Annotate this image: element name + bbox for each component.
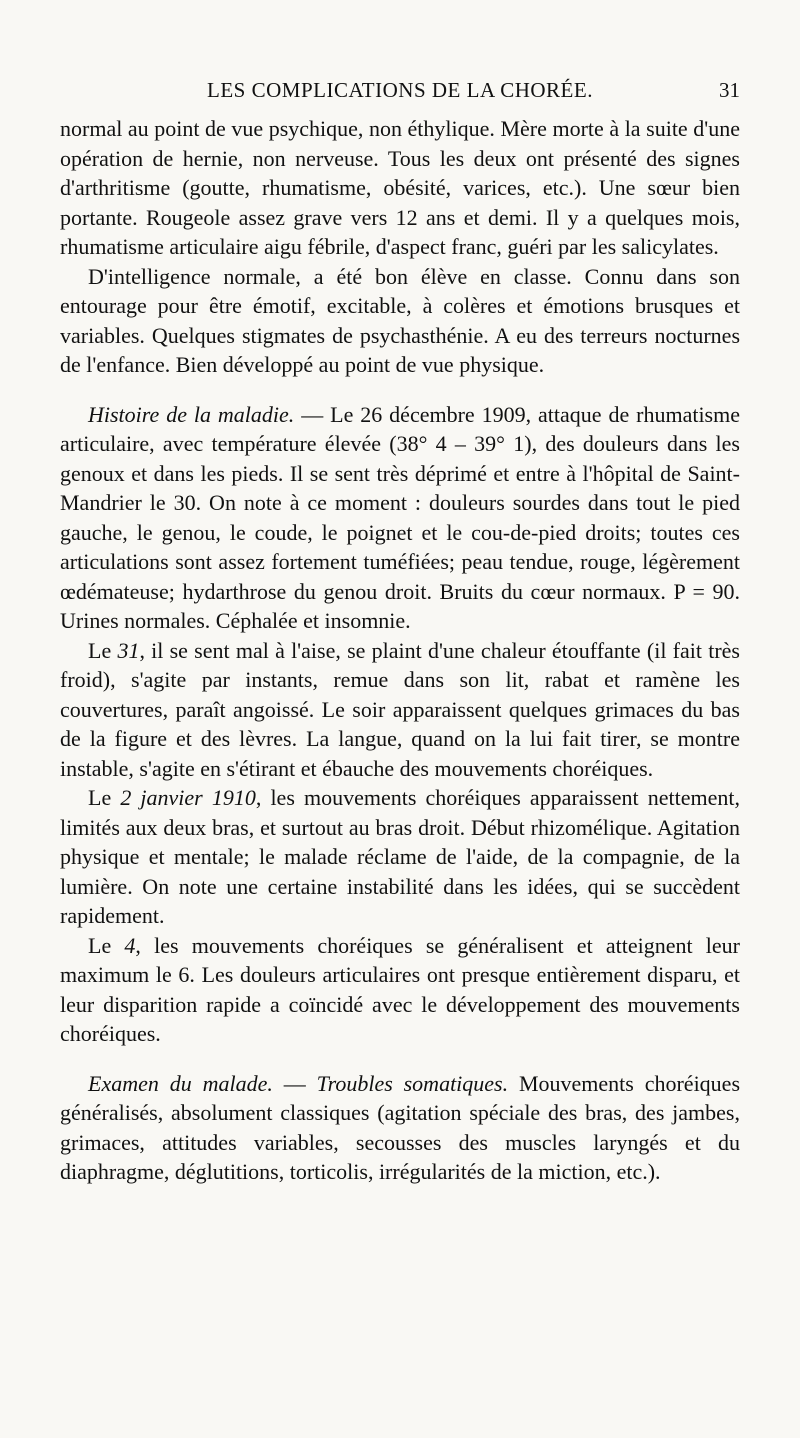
paragraph-date: 2 janvier 1910 <box>120 785 256 810</box>
paragraph-jan-2 <box>60 783 740 931</box>
paragraph-personal-history <box>60 262 740 380</box>
paragraph-day-4 <box>60 931 740 1049</box>
section-gap <box>60 380 740 400</box>
section-heading: Histoire de la maladie. <box>88 401 295 427</box>
running-title: LES COMPLICATIONS DE LA CHORÉE. <box>207 78 593 102</box>
section-gap <box>60 1049 740 1069</box>
paragraph-lead: Le <box>88 932 125 958</box>
paragraph-examination <box>60 1069 740 1187</box>
section-heading: Examen du malade. <box>88 1070 273 1096</box>
paragraph-text: , il se sent mal à l'aise, se plaint d'une chaleur étouffante (il fait très froid), s'agite par instants, remue dans son lit, rabat et ramène les couvertures, paraît angoissé. Le soir apparaissent quelques grimaces du bas de la figure et des lèvres. La langue, quand on la lui fait tirer, se montre instable, s'agite en s'étirant et ébauche des mouvements choréiques. <box>60 637 740 781</box>
paragraph-text: D'intelligence normale, a été bon élève en classe. Connu dans son entourage pour être émotif, excitable, à colères et émotions brusques et variables. Quelques stigmates de psychasthénie. A eu des terreurs nocturnes de l'enfance. Bien développé au point de vue physique. <box>60 263 740 377</box>
page-header <box>60 78 740 108</box>
paragraph-family-history <box>60 114 740 262</box>
paragraph-text: — Le 26 décembre 1909, attaque de rhumatisme articulaire, avec température élevée (38° 4 – 39° 1), des douleurs dans les genoux et dans les pieds. Il se sent très déprimé et entre à l'hôpital de Saint-Mandrier le 30. On note à ce moment : douleurs sourdes dans tout le pied gauche, le genou, le coude, le poignet et le cou-de-pied droits; toutes ces articulations sont assez fortement tuméfiées; peau tendue, rouge, légèrement œdémateuse; hydarthrose du genou droit. Bruits du cœur normaux. P = 90. Urines normales. Céphalée et insomnie. <box>60 401 740 633</box>
body-text <box>60 114 740 1187</box>
subsection-heading: Troubles somatiques. <box>316 1070 509 1096</box>
paragraph-text: normal au point de vue psychique, non éthylique. Mère morte à la suite d'une opération de hernie, non nerveuse. Tous les deux ont présenté des signes d'arthritisme (goutte, rhumatisme, obésité, varices, etc.). Une sœur bien portante. Rougeole assez grave vers 12 ans et demi. Il y a quelques mois, rhumatisme articulaire aigu fébrile, d'aspect franc, guéri par les salicylates. <box>60 116 740 259</box>
paragraph-date: 31 <box>117 637 140 663</box>
paragraph-lead: Le <box>88 637 118 663</box>
paragraph-day-31 <box>60 636 740 784</box>
heading-dash: — <box>272 1070 317 1096</box>
page-number: 31 <box>719 78 740 102</box>
paragraph-text: Mouvements choréiques généralisés, absolument classiques (agitation spéciale des bras, des jambes, grimaces, attitudes variables, secousses des muscles laryngés et du diaphragme, déglutitions, torticolis, irrégularités de la miction, etc.). <box>60 1070 741 1184</box>
paragraph-text: , les mouvements choréiques apparaissent nettement, limités aux deux bras, et surtout au bras droit. Début rhizomélique. Agitation physique et mentale; le malade réclame de l'aide, de la compagnie, de la lumière. On note une certaine instabilité dans les idées, qui se succèdent rapidement. <box>60 785 740 928</box>
paragraph-text: , les mouvements choréiques se généralisent et atteignent leur maximum le 6. Les douleurs articulaires ont presque entièrement disparu, et leur disparition rapide a coïncidé avec le développement des mouvements choréiques. <box>60 932 741 1046</box>
paragraph-date: 4 <box>124 932 136 958</box>
paragraph-disease-history <box>60 400 740 636</box>
paragraph-lead: Le <box>88 785 121 810</box>
